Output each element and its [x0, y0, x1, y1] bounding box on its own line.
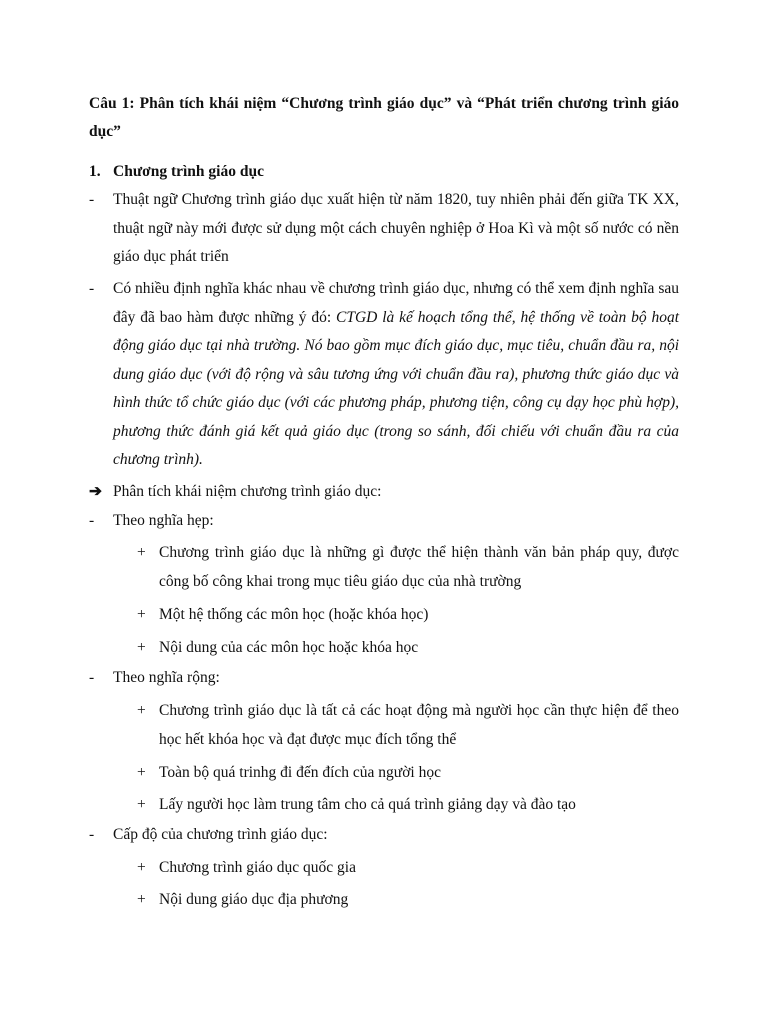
plus-bullet: + — [137, 891, 146, 908]
narrow-sense-label: Theo nghĩa hẹp: — [113, 512, 214, 529]
broad-item: Lấy người học làm trung tâm cho cả quá trình giảng dạy và đào tạo — [159, 796, 576, 813]
analysis-text: Phân tích khái niệm chương trình giáo dục: — [113, 483, 382, 500]
dash-bullet: - — [89, 280, 95, 297]
plus-bullet: + — [137, 544, 146, 561]
broad-item: Chương trình giáo dục là tất cả các hoạt động mà người học cần thực hiện để theo học hết khóa học và đạt được mục đích tổng thể — [159, 702, 679, 748]
section-heading — [89, 160, 264, 184]
narrow-item: Nội dung của các môn học hoặc khóa học — [159, 639, 419, 656]
plus-bullet: + — [137, 796, 146, 813]
dash-bullet: - — [89, 191, 95, 208]
paragraph-definition — [113, 275, 679, 475]
narrow-item: Chương trình giáo dục là những gì được thể hiện thành văn bản pháp quy, được công bố công khai trong mục tiêu giáo dục của nhà trường — [159, 544, 679, 590]
section-title: Chương trình giáo dục — [113, 163, 264, 180]
analysis-line — [89, 478, 381, 506]
broad-sense-label: Theo nghĩa rộng: — [113, 669, 220, 686]
definition-quote: CTGD là kế hoạch tổng thể, hệ thống về toàn bộ hoạt động giáo dục tại nhà trường. Nó bao gồm mục đích giáo dục, mục tiêu, chuẩn đầu ra, nội dung giáo dục (với độ rộng và sâu tương ứng với chuẩn đầu ra), phương thức giáo dục và hình thức tổ chức giáo dục (với các phương pháp, phương tiện, công cụ dạy học phù hợp), phương thức đánh giá kết quả giáo dục (trong so sánh, đối chiếu với chuẩn đầu ra của chương trình). — [113, 308, 680, 468]
dash-bullet: - — [89, 669, 95, 686]
plus-bullet: + — [137, 606, 146, 623]
broad-item: Toàn bộ quá trinhg đi đến đích của người học — [159, 764, 441, 781]
dash-bullet: - — [89, 512, 95, 529]
level-item: Nội dung giáo dục địa phương — [159, 891, 349, 908]
plus-bullet: + — [137, 639, 146, 656]
paragraph-history: Thuật ngữ Chương trình giáo dục xuất hiện từ năm 1820, tuy nhiên phải đến giữa TK XX, thuật ngữ này mới được sử dụng một cách chuyên nghiệp ở Hoa Kì và một số nước có nền giáo dục phát triển — [113, 191, 679, 265]
plus-bullet: + — [137, 764, 146, 781]
narrow-item: Một hệ thống các môn học (hoặc khóa học) — [159, 606, 429, 623]
level-item: Chương trình giáo dục quốc gia — [159, 859, 356, 876]
plus-bullet: + — [137, 702, 146, 719]
question-heading: Câu 1: Phân tích khái niệm “Chương trình giáo dục” và “Phát triển chương trình giáo dục” — [89, 95, 679, 140]
section-number: 1. — [89, 163, 101, 180]
dash-bullet: - — [89, 826, 95, 843]
arrow-right-icon: ➔ — [89, 483, 102, 500]
levels-label: Cấp độ của chương trình giáo dục: — [113, 826, 328, 843]
definition-intro: Có nhiều định nghĩa khác nhau về chương trình giáo dục, nhưng có thể xem định nghĩa sau đây đã bao hàm được những ý đó: — [113, 280, 679, 326]
plus-bullet: + — [137, 859, 146, 876]
